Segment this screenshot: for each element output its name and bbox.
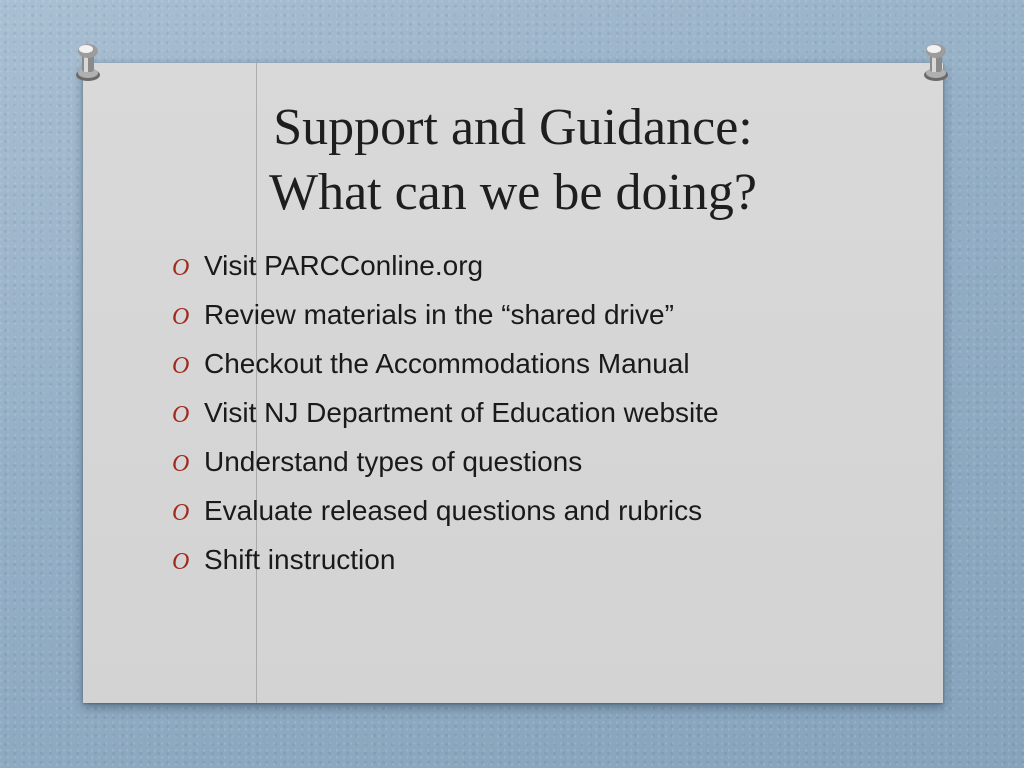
bullet-item [172,290,719,339]
slide-title-line-2: What can we be doing? [268,164,757,221]
bullet-text: Checkout the Accommodations Manual [204,348,690,379]
bullet-text: Visit NJ Department of Education website [204,397,719,428]
slide-title-line-1: Support and Guidance: [273,99,753,156]
pushpin-icon-right [916,40,956,84]
bullet-text: Review materials in the “shared drive” [204,299,674,330]
bullet-marker-icon: O [172,255,190,281]
bullet-item [172,388,719,437]
bullet-item [172,241,719,290]
bullet-marker-icon: O [172,451,190,477]
bullet-marker-icon: O [172,402,190,428]
bullet-marker-icon: O [172,353,190,379]
bullet-item [172,486,719,535]
bullet-text: Visit PARCConline.org [204,250,484,281]
bullet-marker-icon: O [172,549,190,575]
bullet-item [172,535,719,584]
bullet-list [172,241,719,584]
bullet-item [172,437,719,486]
bullet-marker-icon: O [172,304,190,330]
bullet-item [172,339,719,388]
bullet-text: Understand types of questions [204,446,583,477]
slide-title [83,95,943,225]
bullet-text: Evaluate released questions and rubrics [204,495,703,526]
bullet-text: Shift instruction [204,544,396,575]
pushpin-icon-left [68,40,108,84]
bullet-marker-icon: O [172,500,190,526]
